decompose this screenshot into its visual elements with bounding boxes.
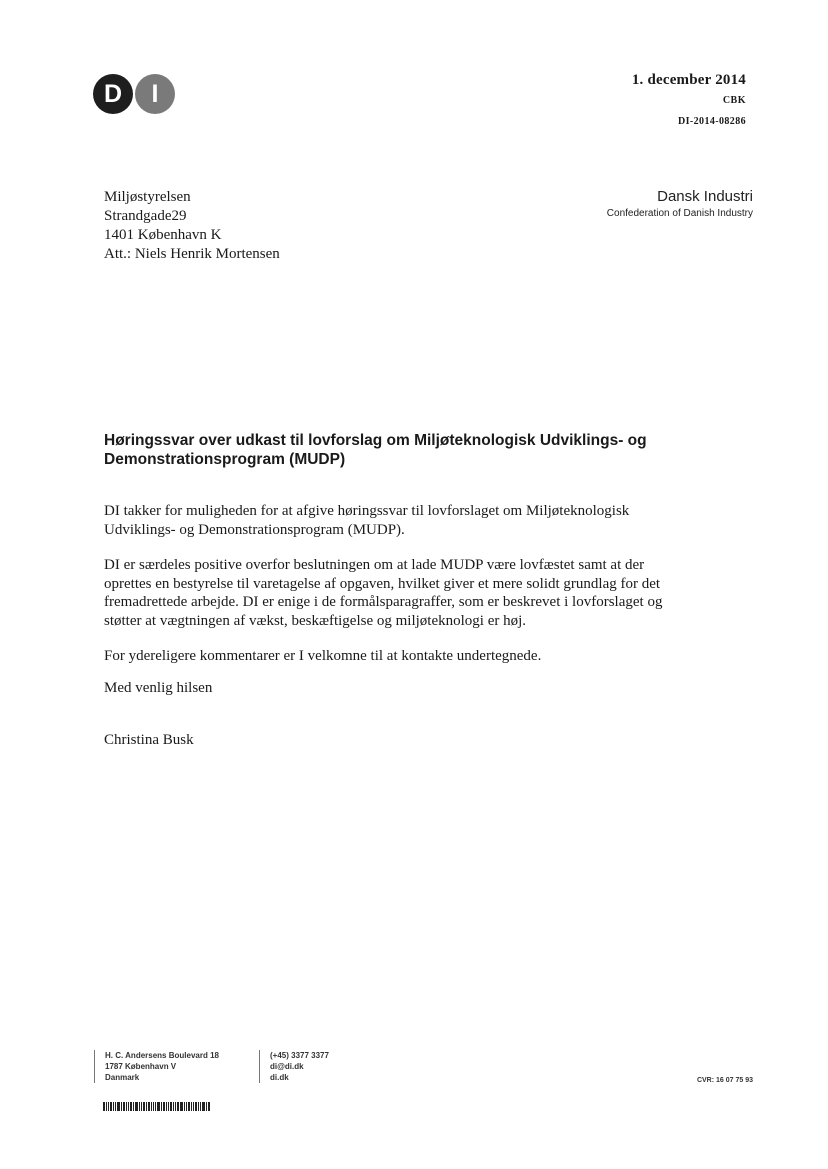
barcode-bar [175,1102,176,1111]
barcode-bar [168,1102,169,1111]
document-barcode [103,1102,228,1111]
barcode-bar [117,1102,120,1111]
body-paragraph: DI er særdeles positive overfor beslutningen om at lade MUDP være lovfæstet samt at der oprettes en bestyrelse til varetagelse af opgaven, hvilket giver et mere solidt grundlag for det fremadrettede arbejde. DI er enige i de formålsparagraffer, som er beskrevet i lovforslaget og støtter at vægtningen af vækst, beskæftigelse og miljøteknologi er høj. [104,557,663,629]
barcode-bar [200,1102,201,1111]
signature-name: Christina Busk [104,732,194,748]
footer-address-line: H. C. Andersens Boulevard 18 [105,1051,219,1060]
recipient-address [104,188,280,264]
barcode-bar [166,1102,167,1111]
cvr-number: CVR: 16 07 75 93 [696,1077,753,1084]
closing: Med venlig hilsen [104,680,213,696]
barcode-bar [143,1102,145,1111]
company-subtitle: Confederation of Danish Industry [606,208,753,219]
barcode-bar [121,1102,122,1111]
logo-letter-i: I [135,74,175,114]
barcode-bar [108,1102,109,1111]
barcode-bar [184,1102,185,1111]
barcode-bar [115,1102,116,1111]
barcode-bar [157,1102,160,1111]
barcode-bar [208,1102,210,1111]
barcode-bar [113,1102,114,1111]
footer-phone: (+45) 3377 3377 [270,1051,329,1060]
barcode-bar [206,1102,207,1111]
barcode-bar [161,1102,162,1111]
barcode-bar [110,1102,112,1111]
footer-address [94,1050,219,1083]
barcode-bar [186,1102,187,1111]
recipient-line: 1401 København K [104,227,222,243]
barcode-bar [195,1102,197,1111]
barcode-bar [163,1102,165,1111]
barcode-bar [135,1102,138,1111]
body-paragraph: For ydereligere kommentarer er I velkomne til at kontakte undertegnede. [104,648,542,664]
sender-initials: CBK [722,95,746,106]
reference-number: DI-2014-08286 [678,116,746,127]
recipient-line: Strandgade29 [104,208,187,224]
barcode-bar [123,1102,125,1111]
barcode-bar [198,1102,199,1111]
barcode-bar [153,1102,154,1111]
di-logo [93,74,175,114]
footer-address-line: 1787 København V [105,1062,177,1071]
barcode-bar [106,1102,107,1111]
footer-email: di@di.dk [270,1062,304,1071]
barcode-bar [139,1102,140,1111]
barcode-bar [177,1102,179,1111]
logo-letter-d: D [93,74,133,114]
barcode-bar [170,1102,172,1111]
company-name: Dansk Industri [657,188,753,205]
barcode-bar [148,1102,150,1111]
barcode-bar [126,1102,127,1111]
barcode-bar [193,1102,194,1111]
footer-web: di.dk [270,1073,289,1082]
barcode-bar [173,1102,174,1111]
letter-subject: Høringssvar over udkast til lovforslag om Miljøteknologisk Udviklings- og Demonstrationsprogram (MUDP) [104,432,647,468]
barcode-bar [188,1102,190,1111]
barcode-bar [141,1102,142,1111]
barcode-bar [103,1102,105,1111]
company-block [607,188,753,219]
barcode-bar [202,1102,205,1111]
barcode-bar [146,1102,147,1111]
barcode-bar [191,1102,192,1111]
barcode-bar [133,1102,134,1111]
footer-contact [259,1050,329,1083]
letter-date: 1. december 2014 [631,72,746,88]
letter-body [104,502,684,683]
barcode-bar [128,1102,129,1111]
body-paragraph: DI takker for muligheden for at afgive høringssvar til lovforslaget om Miljøteknologisk Udviklings- og Demonstrationsprogram (MUDP). [104,503,630,538]
barcode-bar [180,1102,183,1111]
recipient-line: Att.: Niels Henrik Mortensen [104,246,280,262]
recipient-line: Miljøstyrelsen [104,189,191,205]
barcode-bar [155,1102,156,1111]
barcode-bar [130,1102,132,1111]
footer-address-line: Danmark [105,1073,140,1082]
barcode-bar [151,1102,152,1111]
